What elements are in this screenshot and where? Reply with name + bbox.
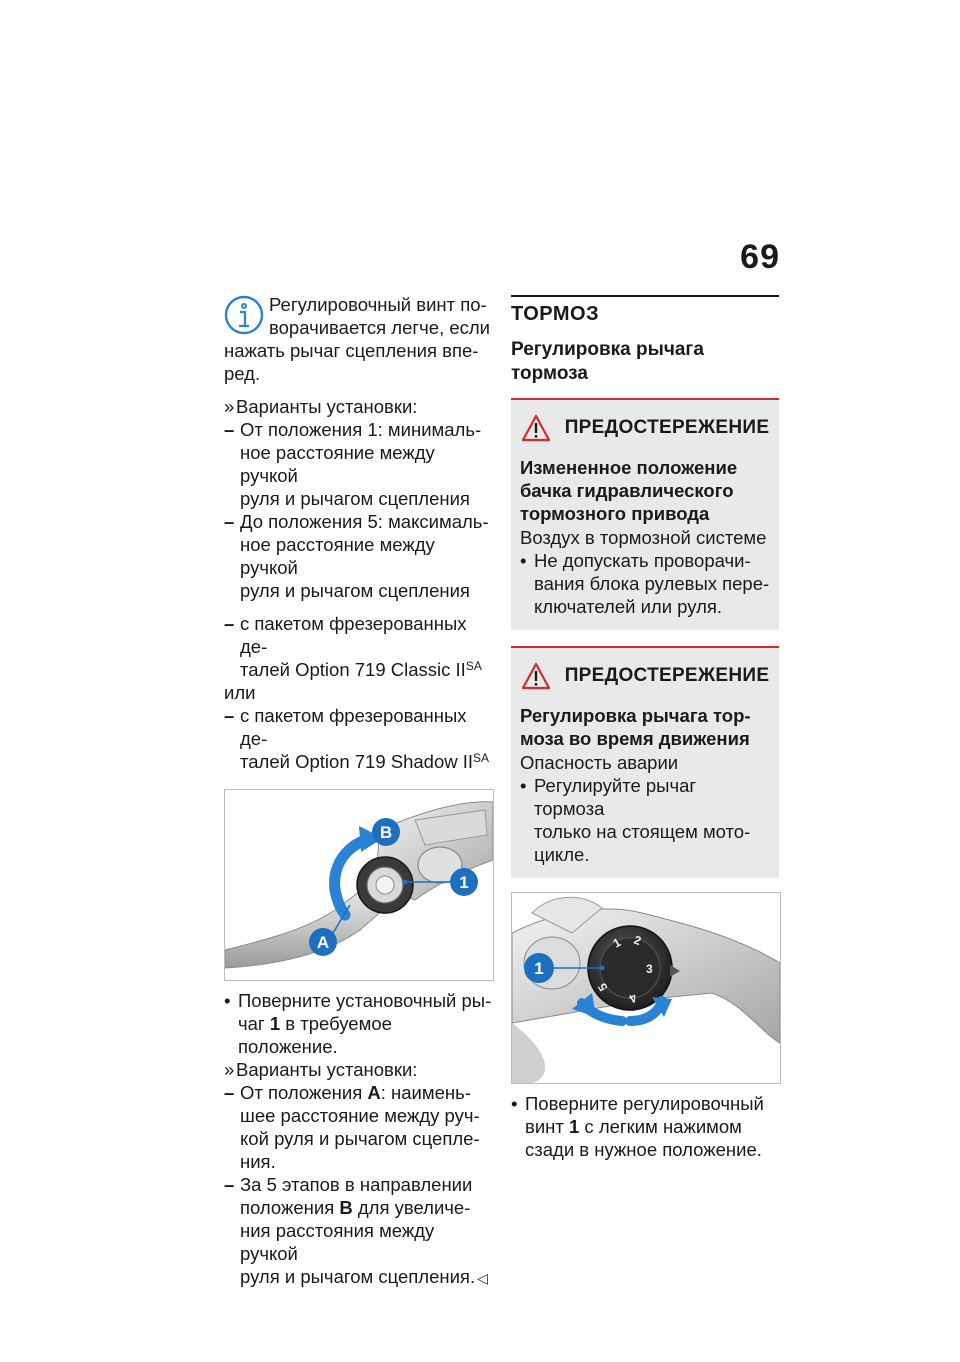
bullet-marker: • xyxy=(224,990,231,1011)
dial-number: 1 xyxy=(610,935,624,951)
subsection-title-line: тормоза xyxy=(511,363,588,384)
dial-number: 5 xyxy=(595,980,611,994)
brake-lever-illustration xyxy=(512,893,780,1083)
brake-lever-figure xyxy=(511,892,781,1084)
warning-subtitle: моза во время движения xyxy=(520,728,750,749)
info-icon xyxy=(224,295,264,335)
warning-triangle-icon xyxy=(521,662,551,690)
warning-body: Опасность аварии xyxy=(520,752,679,773)
variant-line: ния. xyxy=(240,1151,276,1172)
option-line: с пакетом фрезерованных де- xyxy=(240,613,467,657)
end-of-section-icon: ◁ xyxy=(477,1270,488,1286)
warning-bullet-line: только на стоящем мото- xyxy=(534,821,751,842)
section-divider xyxy=(511,295,779,297)
warning-subtitle: Измененное положение xyxy=(520,457,738,478)
sa-superscript: SA xyxy=(473,751,490,765)
variant-text: для увеличе- xyxy=(352,1197,471,1218)
variant-text: положения xyxy=(240,1197,340,1218)
item-number: 1 xyxy=(569,1116,580,1137)
variants-heading: Варианты установки: xyxy=(236,1059,418,1080)
variant-text: : наимень- xyxy=(380,1082,471,1103)
position-letter: A xyxy=(367,1082,381,1103)
variant-line: кой руля и рычагом сцепле- xyxy=(240,1128,480,1149)
subsection-title xyxy=(511,338,779,386)
option-line: талей Option 719 Classic II xyxy=(240,659,466,680)
warning-subtitle: бачка гидравлического xyxy=(520,480,734,501)
warning-body: Воздух в тормозной системе xyxy=(520,527,767,548)
variant-line: шее расстояние между руч- xyxy=(240,1105,480,1126)
or-word: или xyxy=(224,682,256,703)
instruction-text: с легким нажимом xyxy=(579,1116,742,1137)
info-line: ворачивается легче, если xyxy=(269,317,491,338)
warning-bullet-line: ключателей или руля. xyxy=(534,596,723,617)
variant-line: До положения 5: максималь- xyxy=(240,511,489,532)
dash-marker: – xyxy=(224,1174,235,1195)
warning-triangle-icon xyxy=(521,414,551,442)
clutch-lever-illustration xyxy=(225,790,493,980)
instruction-line: Поверните регулировочный xyxy=(525,1093,764,1114)
instruction-text: чаг xyxy=(238,1013,270,1034)
dial-number: 4 xyxy=(626,990,640,1006)
info-line: ред. xyxy=(224,363,261,384)
dash-marker: – xyxy=(224,613,235,634)
instruction-text: в требуемое положение. xyxy=(238,1013,392,1057)
variant-text: От положения xyxy=(240,1082,368,1103)
bullet-marker: • xyxy=(520,550,527,571)
variant-line: ния расстояния между ручкой xyxy=(240,1220,435,1264)
warning-bullet-line: цикле. xyxy=(534,844,590,865)
label-a: A xyxy=(316,933,330,952)
item-number: 1 xyxy=(269,1013,281,1034)
label-1: 1 xyxy=(459,873,469,892)
variants-heading: Варианты установки: xyxy=(236,396,418,417)
info-line: нажать рычаг сцепления впе- xyxy=(224,340,479,361)
dash-marker: – xyxy=(224,1082,235,1103)
variant-line: ное расстояние между ручкой xyxy=(240,534,435,578)
dial-number: 2 xyxy=(631,932,644,949)
arrow-marker: » xyxy=(224,396,235,417)
dash-marker: – xyxy=(224,511,235,532)
warning-bullet-line: Регулируйте рычаг тормоза xyxy=(534,775,697,819)
warning-bullet-line: вания блока рулевых пере- xyxy=(534,573,770,594)
page-number: 69 xyxy=(740,238,780,276)
clutch-lever-figure xyxy=(224,789,494,981)
warning-subtitle: Регулировка рычага тор- xyxy=(520,705,751,726)
option-line: с пакетом фрезерованных де- xyxy=(240,705,467,749)
warning-box xyxy=(511,646,779,878)
variant-line: ное расстояние между ручкой xyxy=(240,442,435,486)
bullet-marker: • xyxy=(520,775,527,796)
warning-label: ПРЕДОСТЕРЕЖЕНИЕ xyxy=(564,417,770,438)
warning-subtitle: тормозного привода xyxy=(520,503,710,524)
variant-line: За 5 этапов в направлении xyxy=(240,1174,473,1195)
position-letter: B xyxy=(339,1197,353,1218)
left-column xyxy=(224,293,494,1290)
info-note xyxy=(224,293,494,339)
bullet-marker: • xyxy=(511,1093,518,1114)
warning-bullet-line: Не допускать проворачи- xyxy=(534,550,751,571)
subsection-title-line: Регулировка рычага xyxy=(511,339,704,360)
arrow-marker: » xyxy=(224,1059,235,1080)
warning-label: ПРЕДОСТЕРЕЖЕНИЕ xyxy=(564,665,770,686)
warning-box xyxy=(511,398,779,630)
instruction-line: сзади в нужное положение. xyxy=(525,1139,762,1160)
label-1: 1 xyxy=(534,959,544,978)
variant-line: руля и рычагом сцепления xyxy=(240,488,470,509)
variant-line: От положения 1: минималь- xyxy=(240,419,482,440)
dial-number: 3 xyxy=(646,962,653,976)
dash-marker: – xyxy=(224,705,235,726)
sa-superscript: SA xyxy=(465,659,482,673)
section-title: ТОРМОЗ xyxy=(511,303,600,325)
instruction-line: Поверните установочный ры- xyxy=(238,990,492,1011)
variant-line: руля и рычагом сцепления xyxy=(240,580,470,601)
label-b: B xyxy=(379,823,393,842)
instruction-text: винт xyxy=(525,1116,569,1137)
dash-marker: – xyxy=(224,419,235,440)
info-line: Регулировочный винт по- xyxy=(269,294,487,315)
option-line: талей Option 719 Shadow II xyxy=(240,751,474,772)
right-column xyxy=(511,293,779,1161)
variant-line: руля и рычагом сцепления. xyxy=(240,1266,476,1287)
